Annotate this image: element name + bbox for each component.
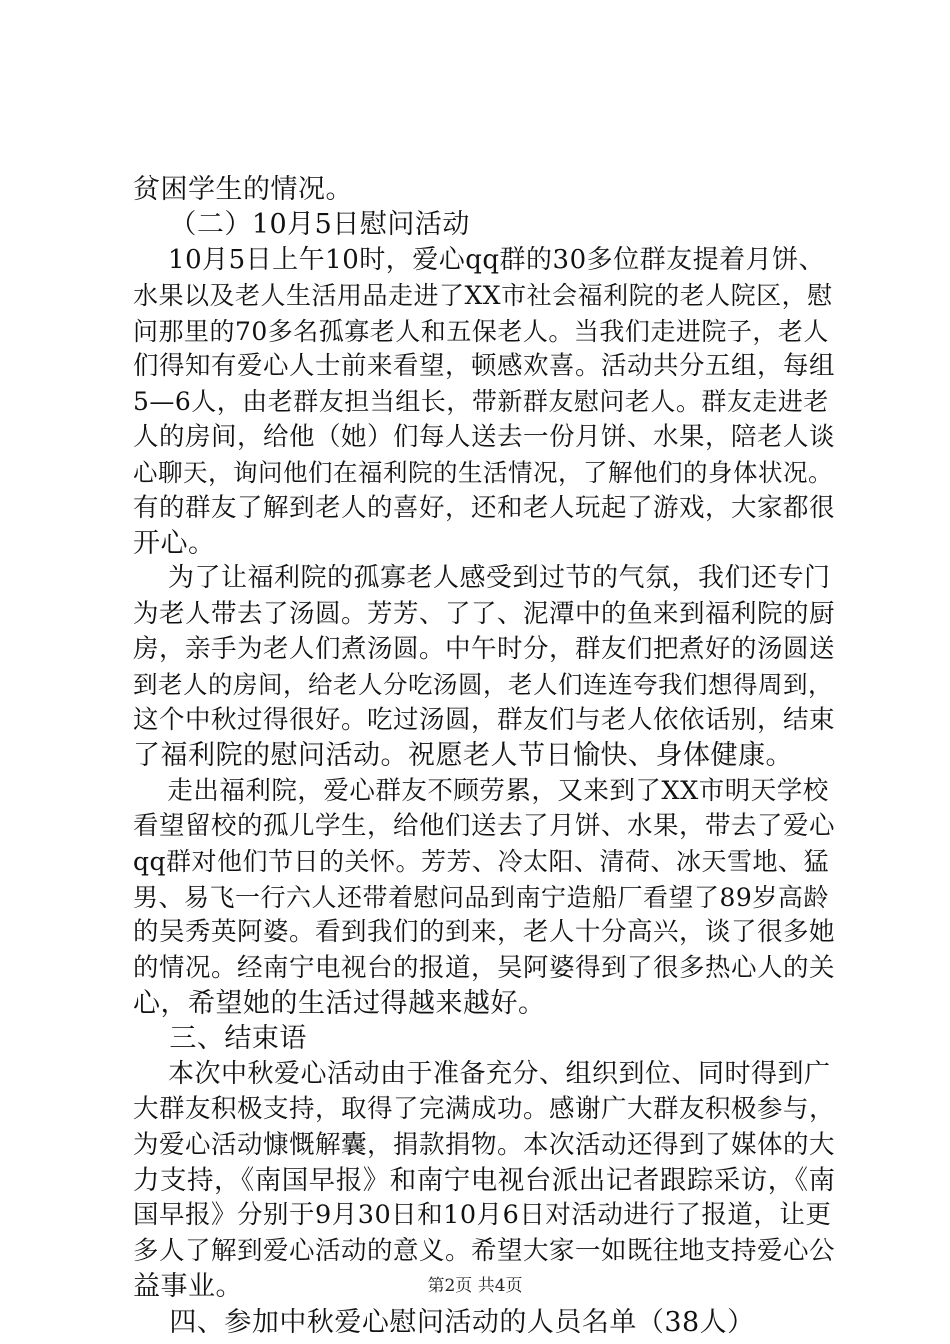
text-line: 到老人的房间，给老人分吃汤圆，老人们连连夸我们想得周到， — [133, 670, 833, 700]
text-line: 水果以及老人生活用品走进了XX市社会福利院的老人院区，慰 — [133, 281, 833, 311]
text-line: 5—6人，由老群友担当组长，带新群友慰问老人。群友走进老 — [133, 387, 829, 417]
text-line: 这个中秋过得很好。吃过汤圆，群友们与老人依依话别，结束 — [133, 704, 836, 735]
text-line: 国早报》分别于9月30日和10月6日对活动进行了报道，让更 — [133, 1200, 832, 1231]
text-line: 贫困学生的情况。 — [133, 174, 353, 205]
text-line: 的吴秀英阿婆。看到我们的到来，老人十分高兴，谈了很多她 — [133, 917, 836, 948]
text-line: 大群友积极支持，取得了完满成功。感谢广大群友积极参与， — [133, 1094, 836, 1125]
text-line: 为爱心活动慷慨解囊，捐款捐物。本次活动还得到了媒体的大 — [133, 1129, 836, 1160]
text-line: qq群对他们节日的关怀。芳芳、冷太阳、清荷、冰天雪地、猛 — [133, 847, 830, 877]
text-line: 开心。 — [133, 527, 216, 559]
text-line: 益事业。 — [133, 1271, 243, 1303]
text-line: 走出福利院，爱心群友不顾劳累，又来到了XX市明天学校 — [133, 775, 829, 806]
text-line: 三、结束语 — [133, 1023, 307, 1055]
document-body — [133, 172, 837, 1340]
text-line: 10月5日上午10时，爱心qq群的30多位群友提着月饼、 — [133, 244, 826, 275]
text-line: 人的房间，给他（她）们每人送去一份月饼、水果，陪老人谈 — [133, 421, 836, 452]
text-line: 男、易飞一行六人还带着慰问品到南宁造船厂看望了89岁高龄 — [133, 882, 829, 912]
text-line: 多人了解到爱心活动的意义。希望大家一如既往地支持爱心公 — [133, 1235, 836, 1266]
text-line: 看望留校的孤儿学生，给他们送去了月饼、水果，带去了爱心 — [133, 811, 836, 842]
text-line: 有的群友了解到老人的喜好，还和老人玩起了游戏，大家都很 — [133, 492, 836, 523]
text-line: 问那里的70多名孤寡老人和五保老人。当我们走进院子，老人 — [133, 316, 829, 346]
text-line: 力支持，《南国早报》和南宁电视台派出记者跟踪采访，《南 — [133, 1164, 836, 1196]
text-line: 为老人带去了汤圆。芳芳、了了、泥潭中的鱼来到福利院的厨 — [133, 598, 836, 629]
text-line: 本次中秋爱心活动由于准备充分、组织到位、同时得到广 — [133, 1058, 831, 1089]
text-line: 的情况。经南宁电视台的报道，吴阿婆得到了很多热心人的关 — [133, 952, 836, 983]
text-line: 了福利院的慰问活动。祝愿老人节日愉快、身体健康。 — [133, 740, 793, 772]
page-footer — [0, 1271, 950, 1296]
text-line: 四、参加中秋爱心慰问活动的人员名单（38人） — [133, 1306, 755, 1338]
text-line: 房，亲手为老人们煮汤圆。中午时分，群友们把煮好的汤圆送 — [133, 634, 836, 665]
text-line: 们得知有爱心人士前来看望，顿感欢喜。活动共分五组，每组 — [133, 350, 836, 381]
page-number: 第2页 共4页 — [427, 1276, 523, 1296]
text-line: 为了让福利院的孤寡老人感受到过节的气氛，我们还专门 — [133, 563, 831, 594]
text-line: （二）10月5日慰问活动 — [133, 209, 470, 241]
text-line: 心聊天，询问他们在福利院的生活情况，了解他们的身体状况。 — [133, 458, 833, 488]
text-line: 心，希望她的生活过得越来越好。 — [133, 987, 546, 1019]
